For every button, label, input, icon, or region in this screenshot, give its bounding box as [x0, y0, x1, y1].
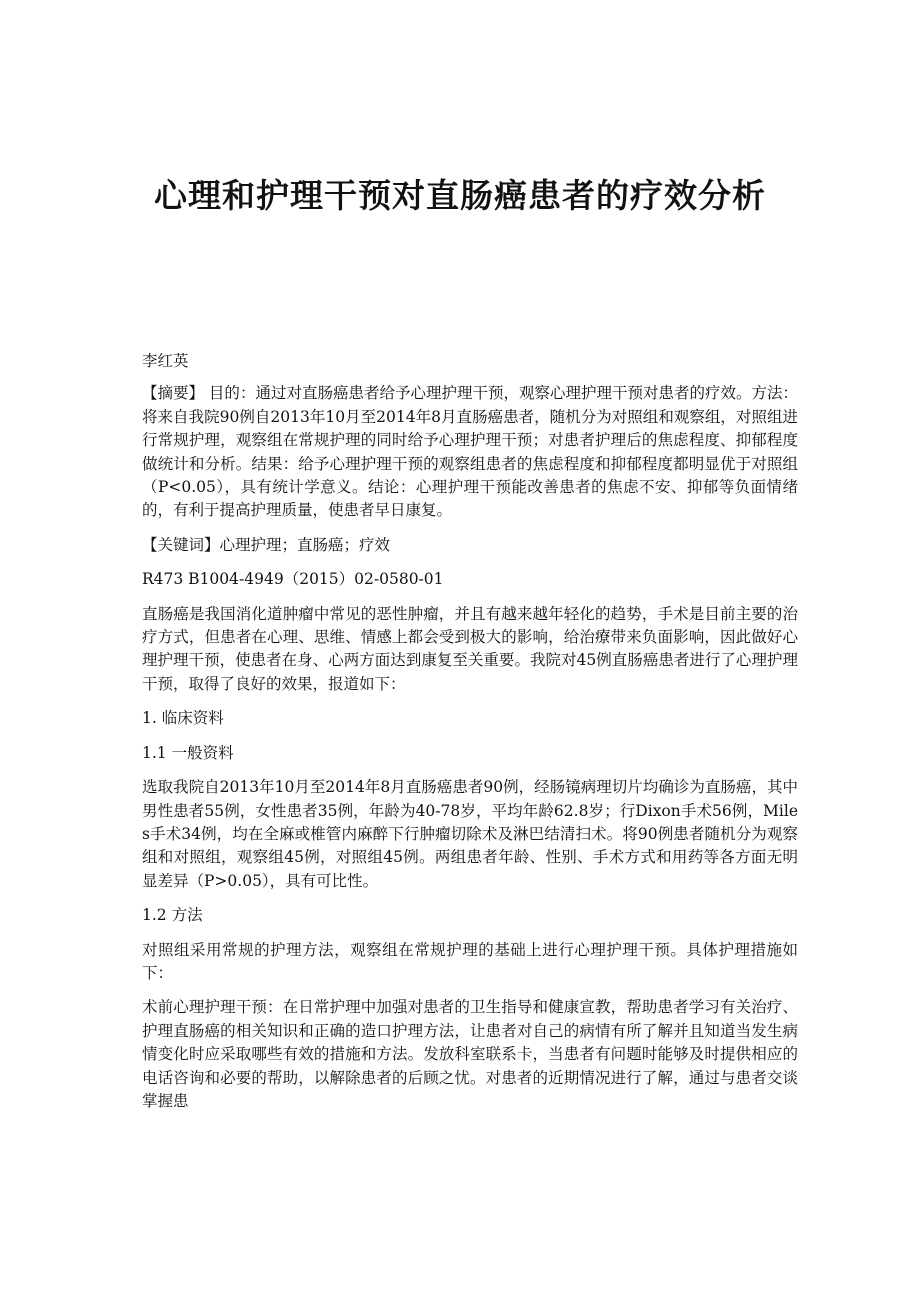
abstract-paragraph: 【摘要】 目的：通过对直肠癌患者给予心理护理干预，观察心理护理干预对患者的疗效。方法：将来自我院90例自2013年10月至2014年8月直肠癌患者，随机分为对照组和观察组，对照组进行常规护理，观察组在常规护理的同时给予心理护理干预；对患者护理后的焦虑程度、抑郁程度做统计和分析。结果：给予心理护理干预的观察组患者的焦虑程度和抑郁程度都明显优于对照组（P<0.05），具有统计学意义。结论：心理护理干预能改善患者的焦虑不安、抑郁等负面情绪的，有利于提高护理质量，使患者早日康复。	[142, 384, 798, 520]
general-data-paragraph: 选取我院自2013年10月至2014年8月直肠癌患者90例，经肠镜病理切片均确诊为直肠癌，其中男性患者55例，女性患者35例，年龄为40-78岁，平均年龄62.8岁；行Dixon手术56例，Miles手术34例，均在全麻或椎管内麻醉下行肿瘤切除术及淋巴结清扫术。将90例患者随机分为观察组和对照组，观察组45例，对照组45例。两组患者年龄、性别、手术方式和用药等各方面无明显差异（P>0.05），具有可比性。	[142, 778, 798, 890]
methods-paragraph: 对照组采用常规的护理方法，观察组在常规护理的基础上进行心理护理干预。具体护理措施如下：	[142, 940, 798, 982]
subsection-heading-methods: 1.2 方法	[142, 906, 203, 925]
document-title: 心理和护理干预对直肠癌患者的疗效分析	[154, 176, 766, 215]
subsection-heading-general-data: 1.1 一般资料	[142, 743, 234, 762]
section-heading-clinical-data: 1. 临床资料	[142, 709, 224, 728]
keywords-line: 【关键词】心理护理；直肠癌；疗效	[142, 535, 391, 554]
author-name: 李红英	[142, 352, 189, 370]
document-body	[142, 350, 798, 1124]
classification-line: R473 B1004-4949（2015）02-0580-01	[142, 570, 444, 589]
preop-intervention-paragraph: 术前心理护理干预：在日常护理中加强对患者的卫生指导和健康宣教，帮助患者学习有关治疗、护理直肠癌的相关知识和正确的造口护理方法，让患者对自己的病情有所了解并且知道当发生病情变化时应采取哪些有效的措施和方法。发放科室联系卡，当患者有问题时能够及时提供相应的电话咨询和必要的帮助，以解除患者的后顾之忧。对患者的近期情况进行了解，通过与患者交谈掌握患	[142, 998, 798, 1110]
intro-paragraph: 直肠癌是我国消化道肿瘤中常见的恶性肿瘤，并且有越来越年轻化的趋势，手术是目前主要的治疗方式，但患者在心理、思维、情感上都会受到极大的影响，给治療带来负面影响，因此做好心理护理干预，使患者在身、心两方面达到康复至关重要。我院对45例直肠癌患者进行了心理护理干预，取得了良好的效果，报道如下：	[142, 604, 798, 693]
